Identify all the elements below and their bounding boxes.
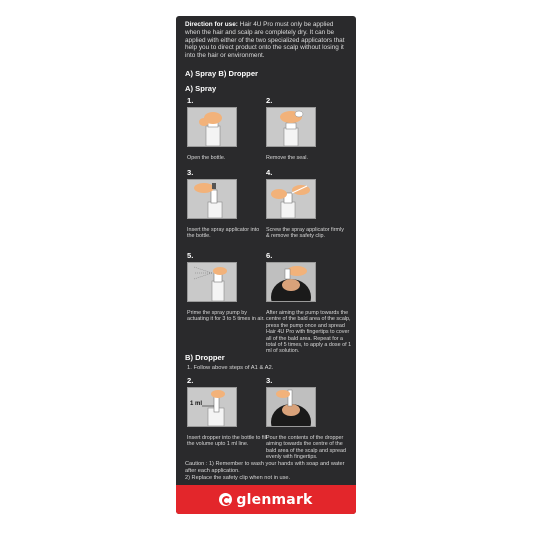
dropper-step-3-number: 3.: [266, 376, 273, 385]
brand-footer: [176, 485, 356, 514]
brand-name: glenmark: [236, 491, 313, 508]
spray-step-6-image: [266, 262, 316, 302]
dropper-step-2-number: 2.: [187, 376, 194, 385]
dropper-heading: B) Dropper: [185, 353, 225, 362]
dropper-step-3-caption: Pour the contents of the dropper aiming towards the centre of the bald area of the scalp and spread evenly with fingertips.: [266, 435, 347, 461]
dropper-volume-label: 1 ml: [190, 401, 203, 407]
spray-step-1-number: 1.: [187, 96, 194, 105]
spray-step-4-image: [266, 179, 316, 219]
spray-step-4-number: 4.: [266, 168, 273, 177]
glenmark-g-logo-icon: [219, 493, 232, 506]
spray-step-6-caption: After aiming the pump towards the centre of the bald area of the scalp, press the pump once and spread Hair 4U Pro with fingertips to cover all of the bald area. Repeat for a total of 5 times, to apply a dose of 1 ml of solution.: [266, 310, 352, 355]
caution-note: [185, 461, 350, 481]
directions-body: Hair 4U Pro must only be applied when the hair and scalp are completely dry. It can be applied with either of the two specialized applicators that help you to direct product onto the scalp without losing it into the hair or environment.: [185, 21, 345, 60]
methods-heading: A) Spray B) Dropper: [185, 69, 258, 78]
spray-step-5-number: 5.: [187, 251, 194, 260]
directions-lead: Direction for use:: [185, 21, 238, 28]
spray-step-4-caption: Screw the spray applicator firmly & remove the safety clip.: [266, 227, 344, 240]
spray-step-2-image: [266, 107, 316, 147]
spray-step-2-number: 2.: [266, 96, 273, 105]
dropper-note: 1. Follow above steps of A1 & A2.: [187, 365, 274, 371]
spray-heading: A) Spray: [185, 84, 217, 93]
dropper-step-3-image: [266, 387, 316, 427]
spray-step-1-image: [187, 107, 237, 147]
spray-step-5-caption: Prime the spray pump by actuating it for 3 to 5 times in air.: [187, 310, 265, 323]
directions-intro: [185, 21, 350, 60]
dropper-step-2-caption: Insert dropper into the bottle to fill the volume upto 1 ml line.: [187, 435, 268, 448]
spray-step-2-caption: Remove the seal.: [266, 155, 308, 161]
spray-step-5-image: [187, 262, 237, 302]
spray-step-1-caption: Open the bottle.: [187, 155, 226, 161]
caution-line-2: 2) Replace the safety clip when not in use.: [185, 474, 291, 481]
spray-step-6-number: 6.: [266, 251, 273, 260]
spray-step-3-number: 3.: [187, 168, 194, 177]
spray-step-3-caption: Insert the spray applicator into the bottle.: [187, 227, 260, 240]
dropper-step-2-image: [187, 387, 237, 427]
caution-line-1: Caution : 1) Remember to wash your hands with soap and water after each application.: [185, 461, 345, 474]
spray-step-3-image: [187, 179, 237, 219]
instruction-leaflet: [176, 16, 356, 514]
